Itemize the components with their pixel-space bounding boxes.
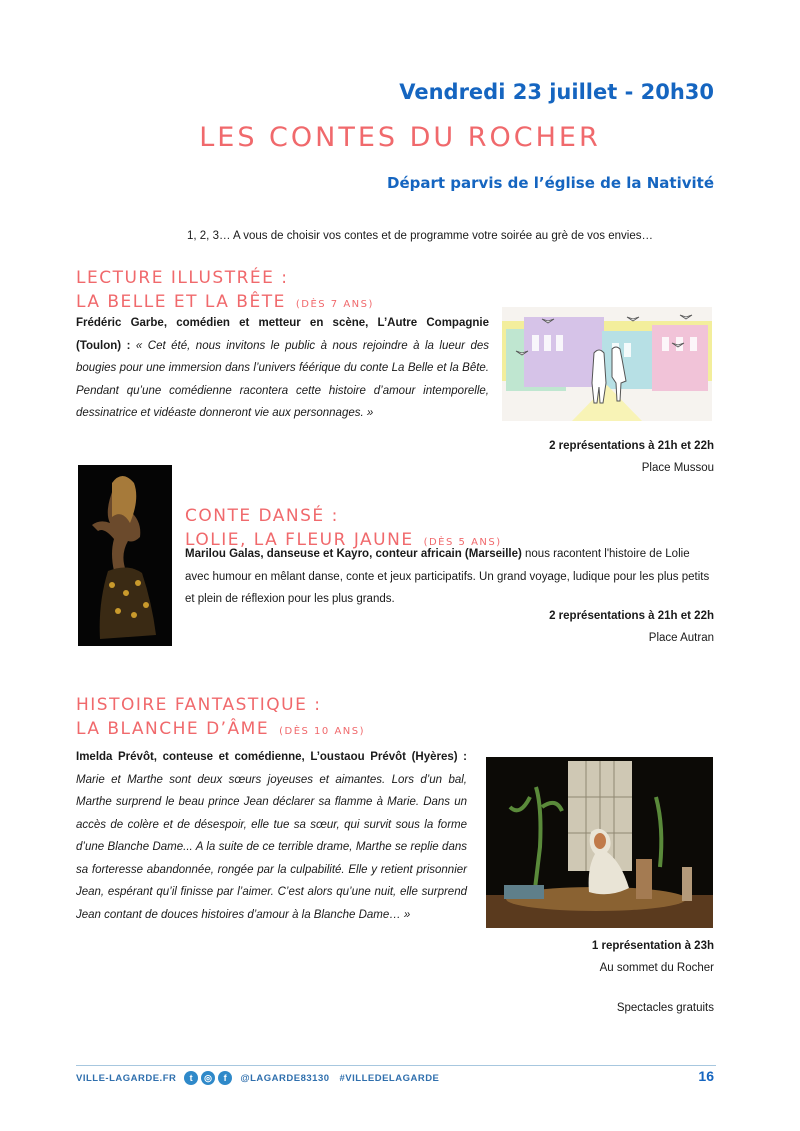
section1-category: LECTURE ILLUSTRÉE :	[76, 268, 289, 288]
section1-description	[76, 312, 489, 425]
section2-title: LOLIE, LA FLEUR JAUNE	[185, 530, 414, 550]
section3-heading	[76, 693, 365, 744]
section3-text: Marie et Marthe sont deux sœurs joyeuses et aimantes. Lors d’un bal, Marthe surprend le beau prince Jean déclarer sa flamme à Marie. Dans un accès de colère et de désespoir, elle tue sa sœur, qui survit sous la forme d’une Blanche Dame... A la suite de ce terrible drame, Marthe se replie dans sa forteresse abandonnée, rongée par la culpabilité. Elle y retient prisonnier Jean, espérant qu’il finisse par l’aimer. C’est alors qu’une nuit, elle surprend Jean contant de douces histoires d’amour à la Blanche Dame… »	[76, 773, 467, 921]
section3-performer: Imelda Prévôt, conteuse et comédienne, L’oustaou Prévôt (Hyères) :	[76, 751, 467, 763]
section1-age: (DÈS 7 ANS)	[295, 299, 374, 310]
section3-title: LA BLANCHE D’ÂME	[76, 719, 270, 739]
section2-place: Place Autran	[648, 632, 714, 644]
footer-divider	[76, 1065, 716, 1066]
event-date: Vendredi 23 juillet - 20h30	[399, 80, 714, 104]
dancer-photo	[78, 465, 172, 646]
section3-description	[76, 746, 467, 926]
section1-heading	[76, 266, 374, 317]
section1-reps: 2 représentations à 21h et 22h	[549, 440, 714, 452]
section3-place: Au sommet du Rocher	[599, 962, 714, 974]
belle-bete-illustration	[502, 307, 712, 421]
section2-reps: 2 représentations à 21h et 22h	[549, 610, 714, 622]
section3-age: (DÈS 10 ANS)	[279, 726, 366, 737]
footer-hashtag: #VILLEDELAGARDE	[339, 1072, 440, 1084]
social-icons	[184, 1071, 232, 1085]
footer	[76, 1071, 439, 1085]
footer-site-link[interactable]: VILLE-LAGARDE.FR	[76, 1072, 177, 1084]
instagram-icon[interactable]: ◎	[201, 1071, 215, 1085]
section3-category: HISTOIRE FANTASTIQUE :	[76, 695, 322, 715]
section1-title: LA BELLE ET LA BÊTE	[76, 292, 286, 312]
event-location: Départ parvis de l’église de la Nativité	[387, 174, 714, 192]
footer-handle: @LAGARDE83130	[240, 1072, 330, 1084]
free-notice: Spectacles gratuits	[616, 1002, 714, 1014]
intro-text: 1, 2, 3… A vous de choisir vos contes et de programme votre soirée au grè de vos envies…	[187, 230, 653, 242]
section1-text: « Cet été, nous invitons le public à nous rejoindre à la lueur des bougies pour une immersion dans l’univers féérique du conte La Belle et la Bête. Pendant qu’une comédienne racontera cette histoire d’amour intemporelle, dessinatrice et vidéaste donneront vie aux personnages. »	[76, 339, 490, 419]
facebook-icon[interactable]: f	[218, 1071, 232, 1085]
page-title: LES CONTES DU ROCHER	[199, 122, 601, 153]
section2-performer: Marilou Galas, danseuse et Kayro, conteur africain (Marseille)	[185, 548, 522, 560]
section2-text: nous racontent l'histoire de Lolie avec humour en mêlant danse, conte et jeux participatifs. Un grand voyage, ludique pour les plus petits et plein de réflexion pour les plus grands.	[185, 548, 710, 605]
twitter-icon[interactable]: t	[184, 1071, 198, 1085]
section1-place: Place Mussou	[641, 462, 714, 474]
section3-reps: 1 représentation à 23h	[591, 940, 714, 952]
section2-age: (DÈS 5 ANS)	[423, 537, 502, 548]
section2-description	[185, 543, 715, 611]
section1-performer: Frédéric Garbe, comédien et metteur en scène, L’Autre Compagnie (Toulon) :	[76, 317, 489, 352]
section2-category: CONTE DANSÉ :	[185, 506, 339, 526]
page-number: 16	[698, 1068, 714, 1084]
stage-photo	[486, 757, 713, 928]
